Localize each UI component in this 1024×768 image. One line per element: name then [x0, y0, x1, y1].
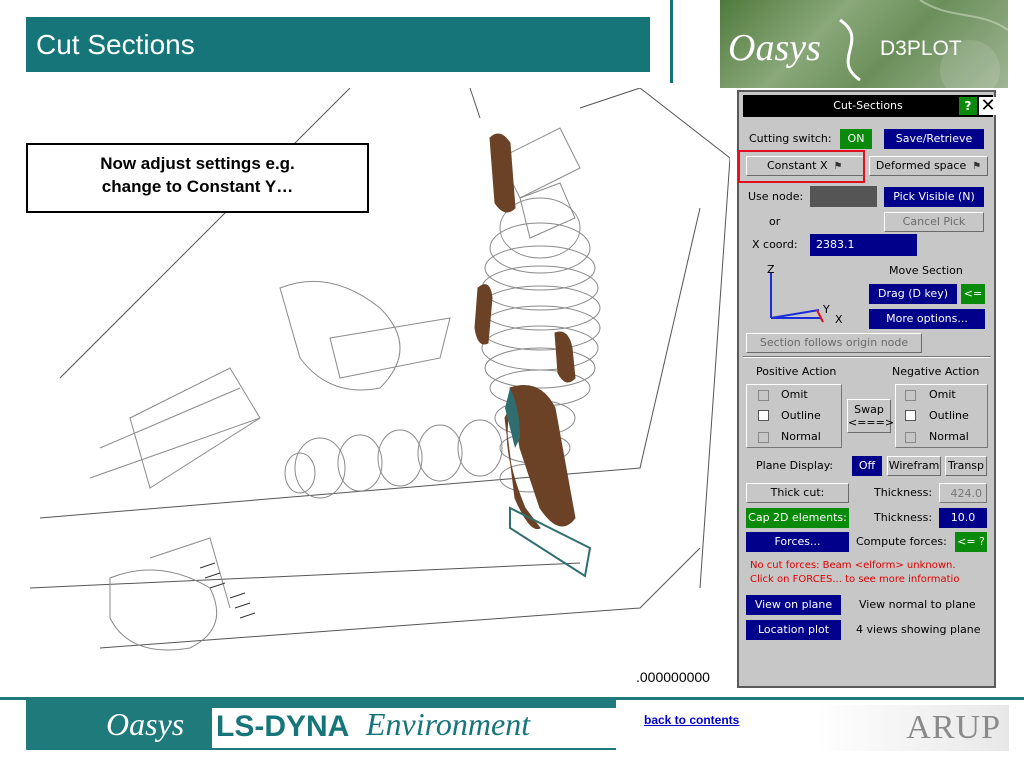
compute-forces-label: Compute forces:	[856, 535, 947, 548]
compute-forces-button[interactable]: <= ?	[955, 532, 987, 552]
cap-2d-elements-button[interactable]: Cap 2D elements:	[746, 508, 849, 528]
back-to-contents-link[interactable]: back to contents	[644, 713, 740, 727]
footer-banner	[26, 700, 616, 750]
xcoord-label: X coord:	[752, 238, 798, 251]
pick-visible-button[interactable]: Pick Visible (N)	[884, 187, 984, 207]
oasys-d3plot-logo	[720, 0, 1008, 88]
positive-action-label: Positive Action	[756, 365, 837, 378]
thickness-label-1: Thickness:	[874, 486, 933, 499]
move-section-label: Move Section	[889, 264, 963, 277]
thickness-field-1[interactable]: 424.0	[939, 483, 987, 503]
axis-z-label: Z	[767, 263, 775, 276]
drag-button[interactable]: Drag (D key)	[869, 284, 957, 304]
highlight-box	[738, 150, 865, 183]
view-on-plane-description: View normal to plane	[859, 598, 976, 611]
arup-logo	[815, 705, 1009, 751]
error-message-line-1: No cut forces: Beam <elform> unknown.	[750, 560, 956, 571]
more-options-button[interactable]: More options...	[869, 309, 985, 329]
instruction-callout	[26, 143, 369, 213]
plane-transp-button[interactable]: Transp	[945, 456, 987, 476]
swap-button[interactable]: Swap <===>	[847, 399, 891, 433]
pos-outline-label: Outline	[781, 409, 821, 422]
help-button[interactable]: ?	[959, 97, 977, 115]
thick-cut-button[interactable]: Thick cut:	[746, 483, 849, 503]
space-dropdown[interactable]	[869, 156, 988, 176]
use-node-field[interactable]	[810, 186, 877, 207]
callout-line-1: Now adjust settings e.g.	[100, 154, 295, 173]
callout-line-2: change to Constant Y…	[101, 177, 294, 196]
flag-icon: ⚑	[833, 161, 843, 172]
pos-normal-checkbox[interactable]	[758, 432, 769, 443]
arup-wordmark: ARUP	[906, 709, 1001, 746]
plane-display-label: Plane Display:	[756, 459, 834, 472]
close-icon[interactable]: ✕	[980, 95, 996, 116]
save-retrieve-button[interactable]: Save/Retrieve	[884, 129, 984, 149]
or-label: or	[769, 215, 781, 228]
xcoord-input[interactable]: 2383.1	[810, 234, 917, 256]
cutting-switch-label: Cutting switch:	[749, 132, 832, 145]
d3plot-wordmark: D3PLOT	[880, 37, 962, 60]
pos-normal-label: Normal	[781, 430, 821, 443]
thickness-label-2: Thickness:	[874, 511, 933, 524]
footer-oasys-wordmark: Oasys	[106, 706, 185, 742]
flag-icon: ⚑	[972, 161, 982, 172]
separator	[743, 356, 991, 358]
error-message-line-2: Click on FORCES... to see more informatio	[750, 574, 960, 585]
panel-title: Cut-Sections	[743, 95, 993, 117]
location-plot-button[interactable]: Location plot	[746, 620, 841, 640]
forces-button[interactable]: Forces...	[746, 532, 849, 552]
plane-off-button[interactable]: Off	[852, 456, 882, 476]
pos-outline-checkbox[interactable]	[758, 410, 769, 421]
negative-action-label: Negative Action	[892, 365, 980, 378]
use-node-label: Use node:	[748, 190, 804, 203]
drag-arrow-button[interactable]: <=	[961, 284, 985, 304]
cutting-switch-toggle[interactable]: ON	[840, 129, 872, 149]
neg-outline-checkbox[interactable]	[905, 410, 916, 421]
location-plot-description: 4 views showing plane	[856, 623, 981, 636]
axis-x-label: X	[835, 313, 843, 326]
space-value: Deformed space	[875, 159, 967, 172]
footer-lsdyna-wordmark: LS-DYNA	[216, 710, 350, 743]
constant-axis-value: Constant X	[767, 159, 828, 172]
neg-omit-checkbox[interactable]	[905, 390, 916, 401]
pos-omit-label: Omit	[781, 388, 808, 401]
coordinate-readout: .000000000	[636, 669, 710, 685]
oasys-wordmark: Oasys	[728, 27, 821, 69]
title-divider	[670, 0, 673, 83]
neg-normal-label: Normal	[929, 430, 969, 443]
footer-environment-wordmark: Environment	[366, 706, 531, 742]
view-on-plane-button[interactable]: View on plane	[746, 595, 841, 615]
neg-outline-label: Outline	[929, 409, 969, 422]
neg-omit-label: Omit	[929, 388, 956, 401]
title-bar	[26, 17, 650, 72]
section-follows-button[interactable]: Section follows origin node	[746, 333, 922, 353]
pos-omit-checkbox[interactable]	[758, 390, 769, 401]
neg-normal-checkbox[interactable]	[905, 432, 916, 443]
thickness-field-2[interactable]: 10.0	[939, 508, 987, 528]
slide-title: Cut Sections	[36, 29, 195, 60]
axis-y-label: Y	[823, 303, 830, 316]
plane-wirefram-button[interactable]: Wirefram	[887, 456, 941, 476]
cancel-pick-button[interactable]: Cancel Pick	[884, 212, 984, 232]
